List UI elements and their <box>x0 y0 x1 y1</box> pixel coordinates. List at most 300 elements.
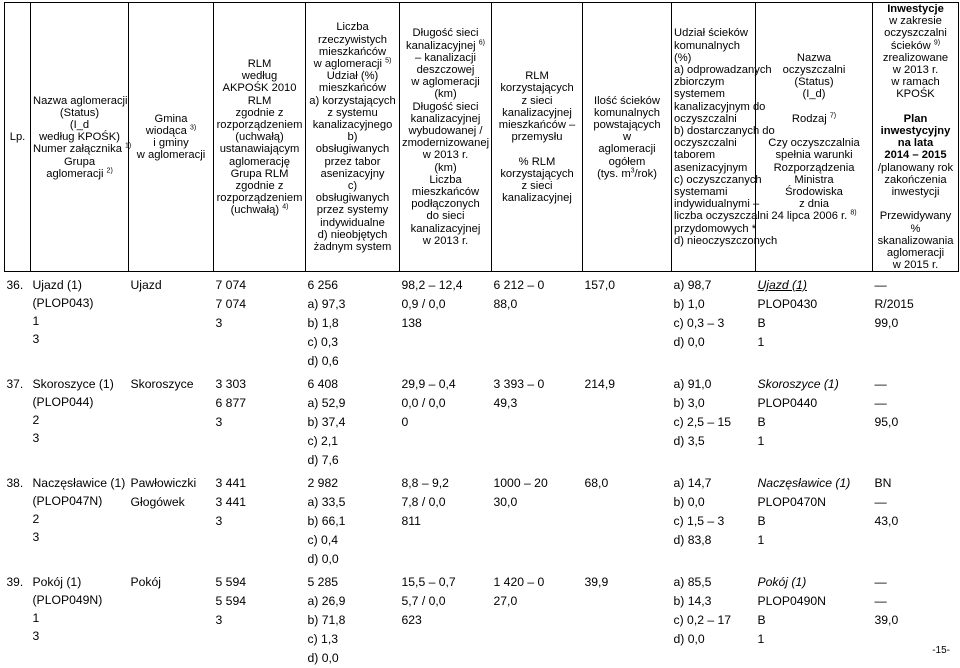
cell-line: a) 91,0 <box>673 376 712 391</box>
cell-line: — <box>874 277 887 292</box>
cell-line: 138 <box>401 315 422 330</box>
header-line: przydomowych * <box>674 222 757 235</box>
header-line: aglomeracji <box>598 143 656 156</box>
cell-line: BN <box>874 475 892 490</box>
header-line: (%) <box>674 51 692 64</box>
cell-line: 1000 – 20 <box>493 475 548 490</box>
header-line: w aglomeracji <box>136 149 206 162</box>
cell-line: d) 83,8 <box>673 532 712 547</box>
header-wwtp <box>756 3 873 272</box>
cell-line: b) 0,0 <box>673 494 705 509</box>
cell-line: 0,9 / 0,0 <box>401 296 446 311</box>
header-sewage-amount <box>583 3 672 272</box>
cell-line: 3 <box>215 513 223 528</box>
cell-line: c) 2,1 <box>307 433 338 448</box>
header-line: mieszkańców – <box>498 118 576 131</box>
cell-line: 98,2 – 12,4 <box>401 277 463 292</box>
header-line <box>758 125 870 137</box>
cell-network <box>400 375 492 470</box>
header-line: (Status) <box>794 76 834 89</box>
header-line: 24 lipca 2006 r. $^{8)}$ <box>771 209 857 223</box>
cell-agglomeration <box>31 375 129 470</box>
row-number: 37. <box>6 376 24 391</box>
cell-wwtp <box>756 375 873 470</box>
header-line: indywidualnymi – <box>674 198 760 211</box>
header-line: mieszkańców <box>318 82 387 95</box>
cell-line: 99,0 <box>874 315 899 330</box>
cell-line: 88,0 <box>493 296 518 311</box>
header-line: kanalizacyjnej <box>410 112 481 125</box>
cell-line: a) 52,9 <box>307 395 346 410</box>
header-line: a) odprowadzanych <box>674 64 772 77</box>
header-line: z sieci <box>521 179 553 192</box>
header-line: korzystających <box>500 167 574 180</box>
cell-line: 8,8 – 9,2 <box>401 475 449 490</box>
header-line: ścieków $^{9)}$ <box>890 38 941 52</box>
cell-line: Skoroszyce (1) <box>757 376 839 391</box>
table-body <box>5 272 959 668</box>
cell-line: 3 <box>32 529 40 544</box>
cell-line: 3 441 <box>215 494 246 509</box>
header-line: indywidualne <box>320 216 385 229</box>
cell-wwtp <box>756 474 873 569</box>
header-line: Ministra <box>794 173 834 186</box>
cell-agglomeration <box>31 276 129 371</box>
header-line: komunalnych <box>674 39 740 52</box>
row-number: 38. <box>6 475 24 490</box>
header-line: Grupa RLM <box>230 167 289 180</box>
cell-line: 3 <box>32 628 40 643</box>
row-number: 39. <box>6 574 24 589</box>
header-line: aglomerację <box>229 155 290 168</box>
header-line: w aglomeracji $^{5)}$ <box>313 57 392 70</box>
cell-line: Pokój <box>130 574 161 589</box>
cell-sewage-amount <box>583 375 672 470</box>
header-line: według <box>241 70 278 83</box>
agglomeration-table <box>4 2 959 668</box>
cell-rlm <box>214 573 306 668</box>
header-line: zmodernizowanej <box>402 137 490 150</box>
header-line: w 2013 r. <box>422 234 469 247</box>
header-line: (Status) <box>59 106 100 119</box>
cell-rlm-network <box>492 474 583 569</box>
header-line: obsługiwanych <box>315 143 390 156</box>
header-line: Ilość ścieków <box>594 94 660 107</box>
cell-line: Pokój (1) <box>32 574 82 589</box>
header-line: zgodnie z <box>235 179 284 192</box>
cell-line: Pokój (1) <box>757 574 807 589</box>
header-line: (tys. $m^3/rok$) <box>597 167 657 180</box>
header-line: korzystających <box>500 82 574 95</box>
header-line: spełnia warunki <box>775 149 853 162</box>
cell-line: — <box>874 395 887 410</box>
header-line: rzeczywistych <box>318 33 387 46</box>
header-agglomeration <box>31 3 132 272</box>
header-line: w ramach <box>891 76 940 89</box>
cell-rlm-network <box>492 573 583 668</box>
header-line: skanalizowania <box>877 234 954 247</box>
cell-line: 2 982 <box>307 475 338 490</box>
table-row <box>5 474 959 569</box>
header-line: (I_d <box>69 118 90 131</box>
cell-line: b) 14,3 <box>673 593 712 608</box>
header-line: komunalnych <box>594 106 660 119</box>
header-line: wybudowanej / <box>408 125 483 138</box>
header-line: a) korzystających <box>309 94 396 107</box>
cell-line: 1 420 – 0 <box>493 574 545 589</box>
header-rlm-network <box>492 3 583 272</box>
cell-line: b) 1,8 <box>307 315 339 330</box>
cell-line: 0,0 / 0,0 <box>401 395 446 410</box>
cell-line: 43,0 <box>874 513 899 528</box>
cell-line: R/2015 <box>874 296 914 311</box>
header-line: asenizacyjnym <box>674 161 748 174</box>
header-gmina <box>129 3 214 272</box>
cell-line: 2 <box>32 412 40 427</box>
cell-line: d) 0,0 <box>673 631 705 646</box>
cell-sewage-share <box>672 573 756 668</box>
cell-rlm <box>214 375 306 470</box>
cell-line: d) 0,0 <box>673 334 705 349</box>
header-line: asenizacyjny <box>320 167 385 180</box>
cell-investments <box>873 375 959 470</box>
cell-wwtp <box>756 276 873 371</box>
header-line: – kanalizacji <box>415 51 476 64</box>
cell-line: 3 <box>32 331 40 346</box>
header-line: w 2015 r. <box>892 259 939 272</box>
header-line: c) <box>347 179 358 192</box>
header-line: do sieci <box>426 210 465 223</box>
header-line: Przewidywany <box>879 210 952 223</box>
cell-line: Naczęsławice (1) <box>32 475 126 490</box>
cell-line: 7 074 <box>215 277 246 292</box>
header-line: kanalizacyjnej <box>502 192 572 205</box>
cell-line: 5,7 / 0,0 <box>401 593 446 608</box>
cell-line: 5 594 <box>215 593 246 608</box>
header-line: kanalizacyjnej $^{6)}$ <box>406 38 485 52</box>
cell-line: Pawłowiczki <box>130 475 197 490</box>
cell-line: 3 393 – 0 <box>493 376 545 391</box>
cell-line: B <box>757 612 766 627</box>
header-line: c) oczyszczanych <box>674 173 762 186</box>
cell-line: b) 66,1 <box>307 513 346 528</box>
header-line: Rodzaj $^{7)}$ <box>791 112 837 125</box>
header-line: aglomeracji $^{2)}$ <box>46 167 113 180</box>
header-line: aglomeracji <box>886 247 945 260</box>
header-line: (uchwałą) <box>235 131 284 144</box>
cell-line: c) 0,2 – 17 <box>673 612 732 627</box>
cell-line: 1 <box>757 631 765 646</box>
cell-line: d) 0,0 <box>307 551 339 566</box>
cell-wwtp <box>756 573 873 668</box>
header-line: powstających <box>593 118 661 131</box>
header-line: Liczba <box>429 173 462 186</box>
header-line: w aglomeracji <box>411 76 480 89</box>
cell-line: B <box>757 315 766 330</box>
cell-line: 39,0 <box>874 612 899 627</box>
header-line: systemami <box>674 186 728 199</box>
cell-line: — <box>874 494 887 509</box>
cell-line: c) 0,4 <box>307 532 338 547</box>
cell-line: (PLOP049N) <box>32 592 103 607</box>
cell-line: c) 1,5 – 3 <box>673 513 725 528</box>
cell-line: 1 <box>32 313 40 328</box>
header-line: inwestycji <box>891 186 940 199</box>
cell-line: 214,9 <box>584 376 615 391</box>
header-rlm <box>214 3 306 272</box>
header-line: deszczowej <box>416 64 475 77</box>
header-line: zakończenia <box>884 173 947 186</box>
cell-sewage-amount <box>583 573 672 668</box>
cell-investments <box>873 276 959 371</box>
header-line: d) nieobjętych <box>317 228 388 241</box>
header-line: ogółem <box>608 155 646 168</box>
header-line: z dnia <box>799 198 829 211</box>
table-row <box>5 375 959 470</box>
row-number: 36. <box>6 277 24 292</box>
cell-line: 5 285 <box>307 574 338 589</box>
header-line: zbiorczym <box>674 76 725 89</box>
header-line: RLM <box>247 94 272 107</box>
header-line <box>875 101 956 113</box>
header-line: z systemu <box>327 106 378 119</box>
cell-line: 39,9 <box>584 574 609 589</box>
cell-line: Skoroszyce <box>130 376 194 391</box>
cell-rlm <box>214 474 306 569</box>
cell-line: a) 85,5 <box>673 574 712 589</box>
header-line: Liczba <box>336 21 369 34</box>
table-header-row <box>5 3 959 272</box>
header-line: Nazwa aglomeracji <box>33 94 128 107</box>
cell-line: 5 594 <box>215 574 246 589</box>
cell-sewage-amount <box>583 474 672 569</box>
header-line: kanalizacyjnego <box>312 118 393 131</box>
header-line: Udział (%) <box>326 70 379 83</box>
header-line: w 2013 r. <box>422 149 469 162</box>
cell-line: d) 0,6 <box>307 353 339 368</box>
cell-line: 0 <box>401 414 409 429</box>
cell-line: 1 <box>32 610 40 625</box>
header-line: AKPOŚK 2010 <box>222 82 297 95</box>
cell-line: (PLOP043) <box>32 295 94 310</box>
cell-residents <box>306 474 400 569</box>
header-line: Gmina <box>154 112 188 125</box>
header-line: ustanawiającym <box>219 143 300 156</box>
header-line: (km) <box>434 161 457 174</box>
header-line: oczyszczalni <box>884 27 947 40</box>
header-line: b) dostarczanych do <box>674 125 775 138</box>
cell-line: Ujazd (1) <box>32 277 82 292</box>
header-line: Plan <box>903 112 928 125</box>
cell-line: a) 33,5 <box>307 494 346 509</box>
cell-line: d) 0,0 <box>307 650 339 665</box>
header-line: b) <box>347 131 358 144</box>
cell-investments <box>873 474 959 569</box>
header-line: rozporządzeniem <box>216 192 303 205</box>
cell-line: 15,5 – 0,7 <box>401 574 456 589</box>
cell-line: — <box>874 593 887 608</box>
header-line: kanalizacyjnej <box>502 106 572 119</box>
header-line: Środowiska <box>785 186 843 199</box>
cell-rlm <box>214 276 306 371</box>
cell-line: a) 97,3 <box>307 296 346 311</box>
header-line: d) nieoczyszczonych <box>674 234 778 247</box>
cell-line: 157,0 <box>584 277 615 292</box>
cell-agglomeration <box>31 474 129 569</box>
header-line: według KPOŚK) <box>39 131 120 144</box>
cell-gmina <box>129 573 214 668</box>
cell-line: (PLOP044) <box>32 394 94 409</box>
cell-line: 1 <box>757 433 765 448</box>
cell-line: 30,0 <box>493 494 518 509</box>
header-line: zgodnie z <box>235 106 284 119</box>
header-line: mieszkańców <box>411 186 480 199</box>
header-line <box>875 198 956 210</box>
header-line: oczyszczalni <box>674 112 737 125</box>
cell-rlm-network <box>492 375 583 470</box>
cell-line: c) 0,3 – 3 <box>673 315 725 330</box>
cell-gmina <box>129 474 214 569</box>
header-lp: Lp. <box>5 3 31 272</box>
header-residents <box>306 3 400 272</box>
page-number: -15- <box>932 645 950 656</box>
cell-gmina <box>129 375 214 470</box>
header-line: Długość sieci <box>412 100 479 113</box>
cell-sewage-share <box>672 276 756 371</box>
cell-line: a) 26,9 <box>307 593 346 608</box>
cell-network <box>400 474 492 569</box>
header-investments <box>873 3 959 272</box>
cell-line: Skoroszyce (1) <box>32 376 114 391</box>
header-line: Grupa <box>63 155 96 168</box>
header-line: Nazwa <box>796 51 832 64</box>
cell-sewage-amount <box>583 276 672 371</box>
cell-line: 29,9 – 0,4 <box>401 376 456 391</box>
header-line: Długość sieci <box>412 27 479 40</box>
cell-line: b) 37,4 <box>307 414 346 429</box>
header-line: przez tabor <box>324 155 381 168</box>
header-sewage-share <box>672 3 778 272</box>
header-line: kanalizacyjnym do <box>674 100 766 113</box>
cell-line: PLOP0430 <box>757 296 818 311</box>
header-line: taborem <box>674 149 716 162</box>
cell-line: 1 <box>757 334 765 349</box>
cell-line: 7 074 <box>215 296 246 311</box>
header-line: żadnym system <box>313 240 392 253</box>
cell-line: PLOP0490N <box>757 593 826 608</box>
cell-line: PLOP0440 <box>757 395 818 410</box>
cell-line: b) 71,8 <box>307 612 346 627</box>
table-row <box>5 276 959 371</box>
cell-line: a) 14,7 <box>673 475 712 490</box>
cell-line: c) 0,3 <box>307 334 338 349</box>
header-line: w zakresie <box>889 15 942 28</box>
header-line: w 2013 r. <box>892 64 939 77</box>
cell-line: 7,8 / 0,0 <box>401 494 446 509</box>
header-line: Czy oczyszczalnia <box>768 137 860 150</box>
cell-line: 6 877 <box>215 395 246 410</box>
cell-line: b) 1,0 <box>673 296 705 311</box>
header-line: % <box>910 222 921 235</box>
cell-residents <box>306 375 400 470</box>
cell-line: c) 1,3 <box>307 631 338 646</box>
cell-line: a) 98,7 <box>673 277 712 292</box>
cell-line: 2 <box>32 511 40 526</box>
header-line: RLM <box>525 70 549 83</box>
cell-line: 3 <box>215 612 223 627</box>
header-line: oczyszczalni <box>782 64 846 77</box>
header-line: przemysłu <box>511 131 563 144</box>
cell-residents <box>306 573 400 668</box>
header-line: Numer załącznika $^{1)}$ <box>33 142 132 156</box>
cell-line: d) 3,5 <box>673 433 705 448</box>
header-line: kanalizacyjnej <box>410 222 481 235</box>
cell-line: 3 <box>215 315 223 330</box>
header-line: 2014 – 2015 <box>884 149 947 162</box>
cell-network <box>400 573 492 668</box>
cell-line: 3 <box>32 430 40 445</box>
header-line: % RLM <box>518 155 556 168</box>
header-line: (uchwałą) $^{4)}$ <box>230 203 289 217</box>
cell-line: Głogówek <box>130 494 185 509</box>
header-line: i gminy <box>153 137 189 150</box>
header-line: Inwestycje <box>887 3 944 15</box>
cell-line: 3 303 <box>215 376 246 391</box>
header-line: zrealizowane <box>882 51 949 64</box>
cell-line: 1 <box>757 532 765 547</box>
cell-line: 623 <box>401 612 422 627</box>
header-line <box>758 101 870 113</box>
header-line: liczba oczyszczalni <box>674 210 769 223</box>
header-network <box>400 3 492 272</box>
cell-line: Ujazd <box>130 277 162 292</box>
cell-line: 6 256 <box>307 277 338 292</box>
header-line: rozporządzeniem <box>216 118 303 131</box>
header-line: inwestycyjny <box>880 125 951 138</box>
cell-line: c) 2,5 – 15 <box>673 414 732 429</box>
cell-line: 6 408 <box>307 376 338 391</box>
cell-line: d) 7,6 <box>307 452 339 467</box>
header-line: podłączonych <box>411 198 480 211</box>
header-line: z sieci <box>521 94 553 107</box>
cell-line: (PLOP047N) <box>32 493 103 508</box>
header-line: Rozporządzenia <box>773 161 855 174</box>
header-line: oczyszczalni <box>674 137 737 150</box>
cell-line: 95,0 <box>874 414 899 429</box>
cell-rlm-network <box>492 276 583 371</box>
cell-sewage-share <box>672 474 756 569</box>
header-line: (km) <box>434 88 457 101</box>
header-line: RLM <box>247 57 272 70</box>
cell-sewage-share <box>672 375 756 470</box>
header-line: wiodąca $^{3)}$ <box>145 124 197 138</box>
header-line: obsługiwanych <box>315 192 390 205</box>
header-line: KPOŚK <box>896 88 935 101</box>
table-row <box>5 573 959 668</box>
header-line <box>494 143 580 155</box>
header-line: (I_d) <box>802 88 826 101</box>
cell-line: b) 3,0 <box>673 395 705 410</box>
cell-line: Naczęsławice (1) <box>757 475 851 490</box>
cell-gmina <box>129 276 214 371</box>
cell-line: Ujazd (1) <box>757 277 807 292</box>
header-line: mieszkańców <box>318 45 387 58</box>
cell-line: — <box>874 574 887 589</box>
header-line: systemem <box>674 88 725 101</box>
cell-line: 811 <box>401 513 421 528</box>
cell-line: PLOP0470N <box>757 494 826 509</box>
header-line: Udział ścieków <box>674 27 748 40</box>
